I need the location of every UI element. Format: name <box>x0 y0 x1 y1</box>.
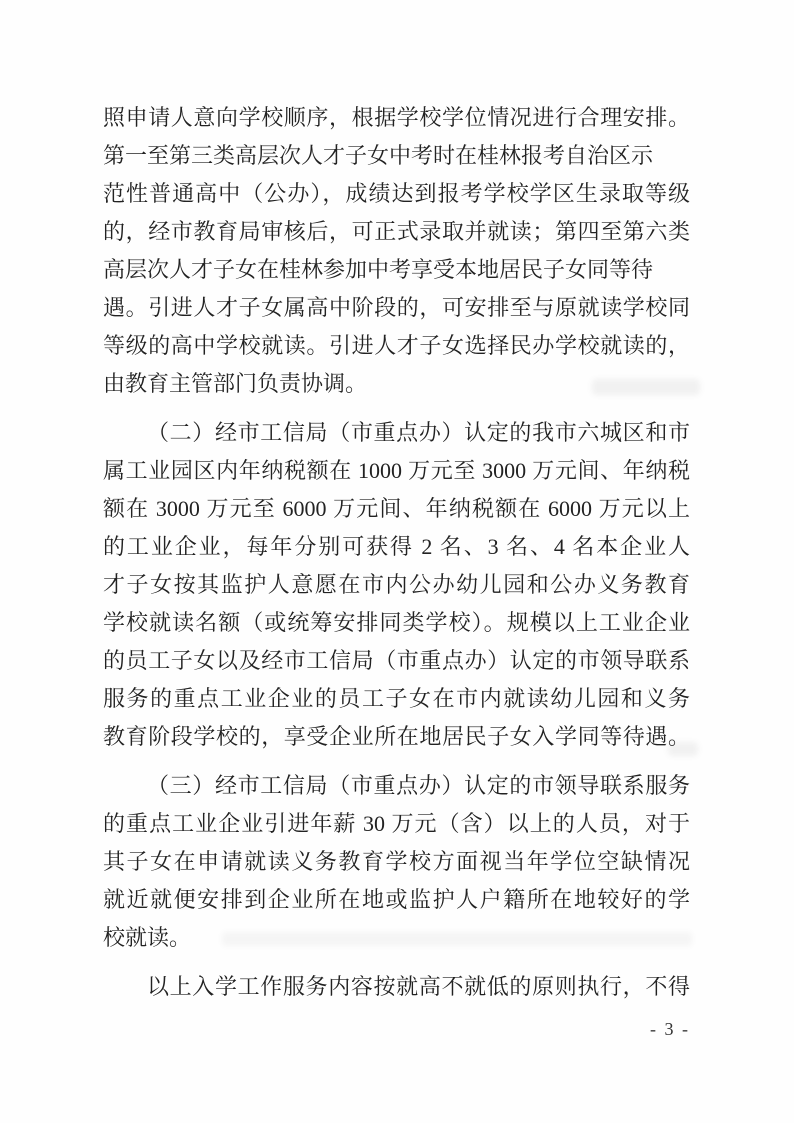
paragraph <box>103 767 690 957</box>
text-line: 服务的重点工业企业的员工子女在市内就读幼儿园和义务 <box>103 686 690 711</box>
text-line: （二）经市工信局（市重点办）认定的我市六城区和市 <box>147 420 690 445</box>
text-line: 的重点工业企业引进年薪 30 万元（含）以上的人员，对于 <box>103 811 690 836</box>
paragraph <box>103 968 690 1006</box>
text-line: 额在 3000 万元至 6000 万元间、年纳税额在 6000 万元以上 <box>103 496 690 521</box>
paragraph <box>103 99 690 403</box>
text-line: 属工业园区内年纳税额在 1000 万元至 3000 万元间、年纳税 <box>103 458 690 483</box>
text-line: 范性普通高中（公办），成绩达到报考学校学区生录取等级 <box>103 181 690 206</box>
body-text <box>103 99 690 1006</box>
text-line: 才子女按其监护人意愿在市内公办幼儿园和公办义务教育 <box>103 572 690 597</box>
page-number: - 3 - <box>650 1019 690 1039</box>
text-line: 就近就便安排到企业所在地或监护人户籍所在地较好的学 <box>103 887 690 912</box>
text-line: 以上入学工作服务内容按就高不就低的原则执行，不得 <box>147 974 690 999</box>
text-line: 照申请人意向学校顺序，根据学校学位情况进行合理安排。 <box>103 105 690 130</box>
text-line: 遇。引进人才子女属高中阶段的，可安排至与原就读学校同 <box>103 295 690 320</box>
text-line: 由教育主管部门负责协调。 <box>103 371 368 396</box>
text-line: 高层次人才子女在桂林参加中考享受本地居民子女同等待 <box>103 257 654 282</box>
text-line: 其子女在申请就读义务教育学校方面视当年学位空缺情况 <box>103 849 690 874</box>
text-line: 第一至第三类高层次人才子女中考时在桂林报考自治区示 <box>103 143 654 168</box>
text-line: 的员工子女以及经市工信局（市重点办）认定的市领导联系 <box>103 648 690 673</box>
text-line: 的，经市教育局审核后，可正式录取并就读；第四至第六类 <box>103 219 690 244</box>
paragraph <box>103 414 690 756</box>
text-line: 校就读。 <box>103 925 192 950</box>
text-line: 学校就读名额（或统筹安排同类学校）。规模以上工业企业 <box>103 610 690 635</box>
text-line: 教育阶段学校的，享受企业所在地居民子女入学同等待遇。 <box>103 724 690 749</box>
text-line: 的工业企业，每年分别可获得 2 名、3 名、4 名本企业人 <box>103 534 690 559</box>
text-line: 等级的高中学校就读。引进人才子女选择民办学校就读的， <box>103 333 690 358</box>
text-line: （三）经市工信局（市重点办）认定的市领导联系服务 <box>147 773 690 798</box>
